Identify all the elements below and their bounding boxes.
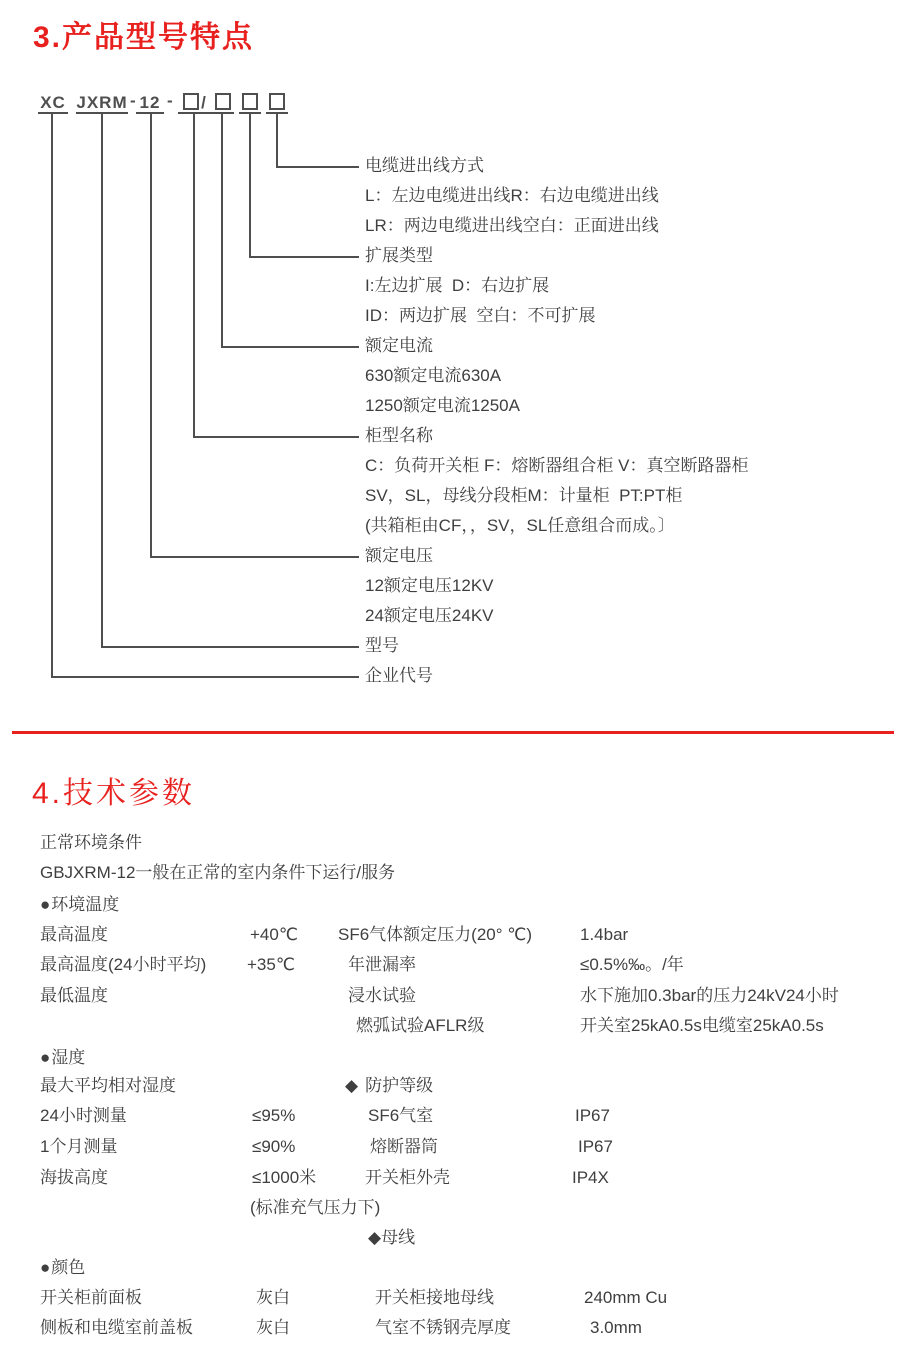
param-label: 最高温度 [40, 925, 108, 944]
diagram-label: 额定电流 [365, 336, 433, 355]
param-group-header [368, 1228, 415, 1248]
param-value: 240mm Cu [584, 1288, 668, 1307]
bullet-icon: ● [40, 1258, 51, 1277]
diagram-label: 1250额定电流1250A [365, 396, 520, 415]
group-header-label: 环境温度 [51, 895, 120, 914]
model-dash-2: - [167, 91, 173, 110]
diagram-label: 扩展类型 [365, 246, 433, 265]
section3-title: 3.产品型号特点 [33, 21, 255, 54]
model-dash-1: - [130, 91, 136, 110]
diagram-label: 630额定电流630A [365, 366, 502, 385]
param-group-header [40, 1048, 85, 1068]
param-text: 正常环境条件 [40, 833, 142, 852]
param-value: +35℃ [247, 955, 295, 974]
param-label: 熔断器筒 [370, 1137, 438, 1156]
param-group-header [345, 1076, 433, 1096]
param-label: 开关柜前面板 [40, 1288, 142, 1307]
param-label: SF6气体额定压力(20° ℃) [338, 925, 533, 944]
param-label: 开关柜接地母线 [375, 1288, 494, 1307]
diagram-label: 12额定电压12KV [365, 576, 494, 595]
group-header-label: 颜色 [51, 1258, 86, 1277]
connector-company-code [51, 114, 359, 678]
param-label: 1个月测量 [40, 1137, 118, 1156]
diagram-label: 24额定电压24KV [365, 606, 494, 625]
diagram-label: LR：两边电缆进出线空白：正面进出线 [365, 216, 659, 235]
param-label: 燃弧试验AFLR级 [356, 1016, 485, 1035]
param-value: ≤90% [252, 1137, 296, 1156]
group-header-label: 湿度 [51, 1048, 86, 1067]
param-value: ≤95% [252, 1106, 296, 1125]
diagram-label: L：左边电缆进出线R：右边电缆进出线 [365, 186, 659, 205]
diagram-labels [365, 151, 748, 691]
group-header-label: 母线 [381, 1228, 416, 1247]
param-text: GBJXRM-12一般在正常的室内条件下运行/服务 [40, 863, 396, 882]
section4-title: 4.技术参数 [32, 777, 196, 810]
model-segment-cable-entry [266, 90, 288, 114]
placeholder-box-icon [215, 93, 231, 110]
param-label: 开关柜外壳 [365, 1168, 450, 1187]
placeholder-box-icon [269, 93, 285, 110]
model-segment-voltage: 12 [136, 90, 164, 114]
param-value: 水下施加0.3bar的压力24kV24小时 [580, 986, 839, 1005]
param-label: 气室不锈钢壳厚度 [375, 1318, 511, 1337]
param-label: 24小时测量 [40, 1106, 127, 1125]
diagram-label: 柜型名称 [365, 426, 433, 445]
diagram-label: 企业代号 [365, 666, 433, 685]
diagram-label: ID：两边扩展 空白：不可扩展 [365, 306, 596, 325]
placeholder-box-icon [183, 93, 199, 110]
model-slash: / [201, 93, 207, 112]
diagram-label: 额定电压 [365, 546, 433, 565]
param-group-header [40, 1258, 85, 1278]
param-value: 开关室25kA0.5s电缆室25kA0.5s [580, 1016, 824, 1035]
section-divider [12, 731, 894, 734]
param-value: ≤1000米 [252, 1168, 317, 1187]
param-group-header [40, 895, 119, 915]
model-segment-rated-current [212, 90, 234, 114]
diagram-label: 型号 [365, 636, 399, 655]
bullet-icon: ● [40, 1048, 51, 1067]
param-label: 浸水试验 [348, 986, 416, 1005]
model-segment-cabinet-type [178, 90, 212, 114]
param-label: SF6气室 [368, 1106, 434, 1125]
group-header-label: 防护等级 [365, 1076, 434, 1095]
param-value: IP4X [572, 1168, 609, 1187]
param-label: 最大平均相对湿度 [40, 1076, 176, 1095]
diagram-label: SV，SL，母线分段柜M：计量柜 PT:PT柜 [365, 486, 683, 505]
param-value: 1.4bar [580, 925, 629, 944]
param-value: ≤0.5%‰。/年 [580, 955, 684, 974]
param-value: IP67 [578, 1137, 613, 1156]
param-label: 海拔高度 [40, 1168, 108, 1187]
param-value: +40℃ [250, 925, 298, 944]
param-note: (标准充气压力下) [250, 1198, 381, 1217]
param-value: IP67 [575, 1106, 610, 1125]
param-value: 灰白 [256, 1288, 290, 1307]
param-label: 年泄漏率 [348, 955, 416, 974]
param-label: 最高温度(24小时平均) [40, 955, 207, 974]
param-value: 3.0mm [590, 1318, 642, 1337]
model-segment-extension [239, 90, 261, 114]
param-label: 最低温度 [40, 986, 108, 1005]
diamond-icon: ◆ [345, 1076, 359, 1095]
placeholder-box-icon [242, 93, 258, 110]
model-segment-company: XC [38, 90, 68, 114]
model-segment-series: JXRM [76, 90, 128, 114]
bullet-icon: ● [40, 895, 51, 914]
diagram-label: C：负荷开关柜 F：熔断器组合柜 V：真空断路器柜 [365, 456, 749, 475]
diagram-label: 电缆进出线方式 [365, 156, 484, 175]
diagram-label: (共箱柜由CF，，SV，SL任意组合而成。〕 [365, 516, 675, 535]
param-value: 灰白 [256, 1318, 290, 1337]
diamond-icon: ◆ [368, 1228, 382, 1247]
diagram-label: I:左边扩展 D：右边扩展 [365, 276, 550, 295]
param-label: 侧板和电缆室前盖板 [40, 1318, 193, 1337]
